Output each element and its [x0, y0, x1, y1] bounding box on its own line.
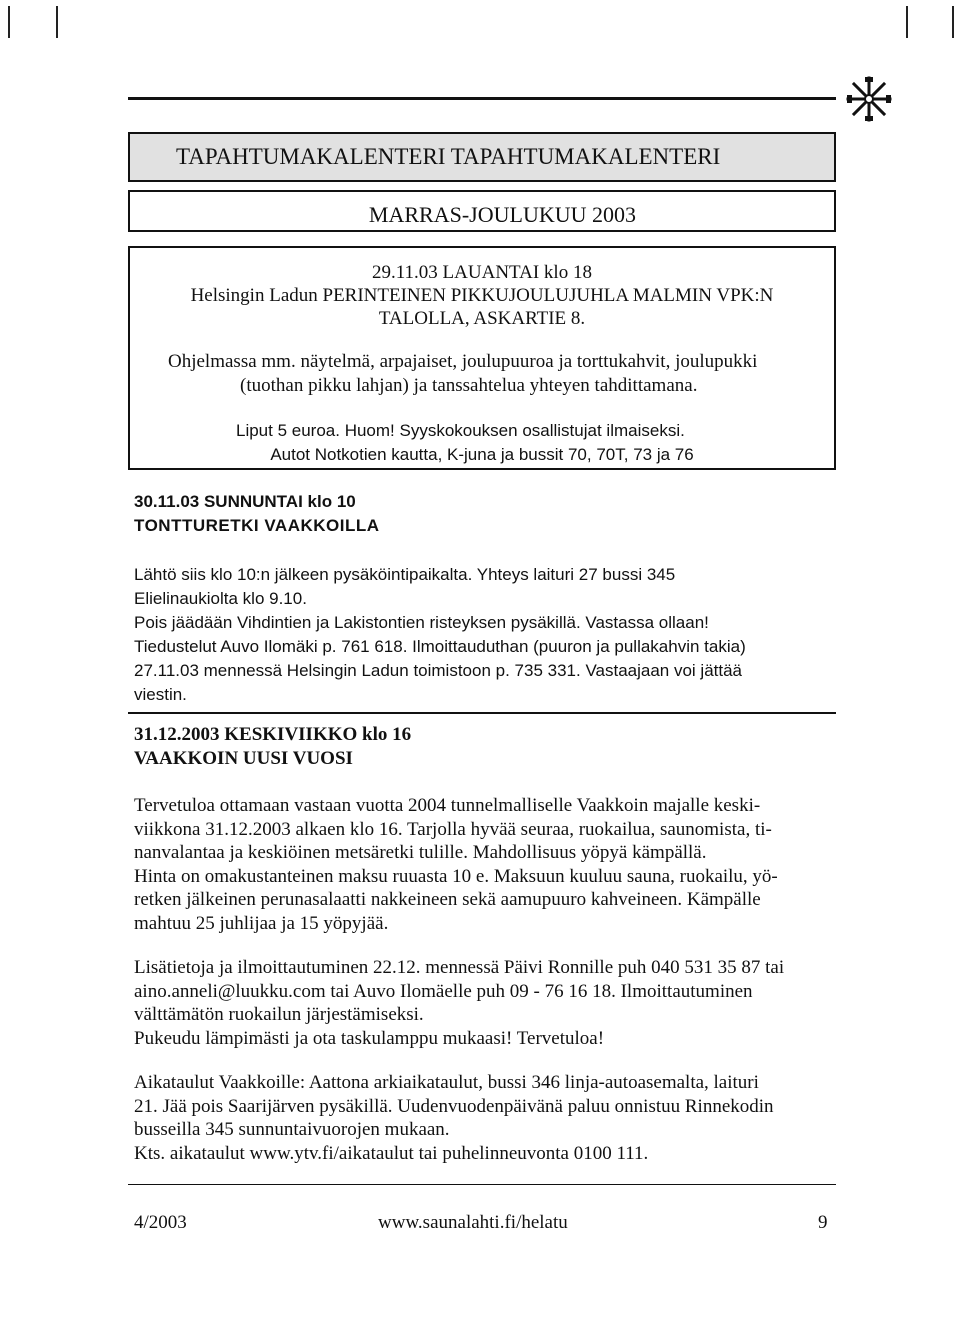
- event3-line: mahtuu 25 juhlijaa ja 15 yöpyjää.: [134, 912, 389, 934]
- calendar-title: TAPAHTUMAKALENTERI TAPAHTUMAKALENTERI: [128, 132, 836, 182]
- calendar-subtitle: [128, 190, 836, 232]
- event3-line: välttämätön ruokailun järjestämiseksi.: [134, 1004, 424, 1025]
- event3-line: viikkona 31.12.2003 alkaen klo 16. Tarjolla hyvää seuraa, ruokailua, saunomista, ti-: [134, 818, 772, 840]
- event3-line: nanvalantaa ja keskiöinen metsäretki tulille. Mahdollisuus yöpyä kämpällä.: [134, 842, 707, 863]
- event2-line: viestin.: [134, 685, 187, 704]
- event2-line: Tiedustelut Auvo Ilomäki p. 761 618. Ilmoittauduthan (puuron ja pullakahvin takia): [134, 637, 746, 656]
- event3-line: Kts. aikataulut www.ytv.fi/aikataulut tai puhelinneuvonta 0100 111.: [134, 1142, 649, 1164]
- event1-tickets: Liput 5 euroa. Huom! Syyskokouksen osallistujat ilmaiseksi.: [236, 421, 685, 440]
- footer-page-number: 9: [818, 1212, 828, 1233]
- event3-line: Pukeudu lämpimästi ja ota taskulamppu mukaasi! Tervetuloa!: [134, 1027, 605, 1049]
- event1-program-line1: Ohjelmassa mm. näytelmä, arpajaiset, joulupuuroa ja torttukahvit, joulupukki: [168, 351, 758, 372]
- snowflake-icon: [846, 76, 892, 122]
- event1-program-line2: (tuothan pikku lahjan) ja tanssahtelua yhteyen tahdittamana.: [240, 375, 698, 396]
- subtitle-text: MARRAS-JOULUKUU 2003: [368, 202, 636, 227]
- event3-para2: [134, 956, 784, 1050]
- event3-line: Hinta on omakustanteinen maksu ruuasta 10 e. Maksuun kuuluu sauna, ruokailu, yö-: [134, 865, 778, 887]
- event2-line: Elielinaukiolta klo 9.10.: [134, 589, 307, 608]
- event3-line: busseilla 345 sunnuntaivuorojen mukaan.: [134, 1119, 450, 1140]
- event2-name: TONTTURETKI VAAKKOILLA: [134, 516, 380, 535]
- event3-date: 31.12.2003 KESKIVIIKKO klo 16: [134, 724, 412, 745]
- event3-line: retken jälkeinen perunasalaatti nakkeineen sekä aamupuuro kahveineen. Kämpälle: [134, 889, 761, 910]
- crop-mark: [952, 6, 954, 38]
- event1-transport: Autot Notkotien kautta, K-juna ja bussit 70, 70T, 73 ja 76: [270, 445, 694, 464]
- crop-mark: [56, 6, 58, 38]
- event2-body: [134, 563, 746, 707]
- event2-date: 30.11.03 SUNNUNTAI klo 10: [134, 492, 356, 511]
- event3-line: 21. Jää pois Saarijärven pysäkillä. Uudenvuodenpäivänä paluu onnistuu Rinnekodin: [134, 1095, 774, 1117]
- event3-para3: [134, 1071, 774, 1165]
- event2-line: Pois jäädään Vihdintien ja Lakistontien risteyksen pysäkillä. Vastassa ollaan!: [134, 613, 709, 632]
- event3-para1: [134, 794, 778, 935]
- event3-line: Lisätietoja ja ilmoittautuminen 22.12. mennessä Päivi Ronnille puh 040 531 35 87 tai: [134, 957, 785, 978]
- section-divider: [128, 712, 836, 714]
- event2-line: 27.11.03 mennessä Helsingin Ladun toimistoon p. 735 331. Vastaajaan voi jättää: [134, 661, 743, 680]
- event1-name-line1: Helsingin Ladun PERINTEINEN PIKKUJOULUJUHLA MALMIN VPK:N: [190, 285, 774, 306]
- footer-issue: 4/2003: [134, 1212, 187, 1233]
- event1-date: 29.11.03 LAUANTAI klo 18: [372, 262, 592, 283]
- crop-mark: [8, 6, 10, 38]
- event3-line: Aikataulut Vaakkoille: Aattona arkiaikataulut, bussi 346 linja-autoasemalta, laituri: [134, 1072, 759, 1093]
- footer-rule: [128, 1184, 836, 1185]
- top-rule: [128, 97, 836, 100]
- footer-url: www.saunalahti.fi/helatu: [378, 1212, 568, 1233]
- event2-line: Lähtö siis klo 10:n jälkeen pysäköintipaikalta. Yhteys laituri 27 bussi 345: [134, 565, 676, 584]
- event-box-pikkujoulu: [128, 246, 836, 470]
- event3-line: aino.anneli@luukku.com tai Auvo Ilomäelle puh 09 - 76 16 18. Ilmoittautuminen: [134, 980, 753, 1002]
- event1-name-line2: TALOLLA, ASKARTIE 8.: [378, 308, 586, 329]
- event3-line: Tervetuloa ottamaan vastaan vuotta 2004 tunnelmalliselle Vaakkoin majalle keski-: [134, 795, 761, 816]
- crop-mark: [906, 6, 908, 38]
- event3-name: VAAKKOIN UUSI VUOSI: [134, 748, 353, 769]
